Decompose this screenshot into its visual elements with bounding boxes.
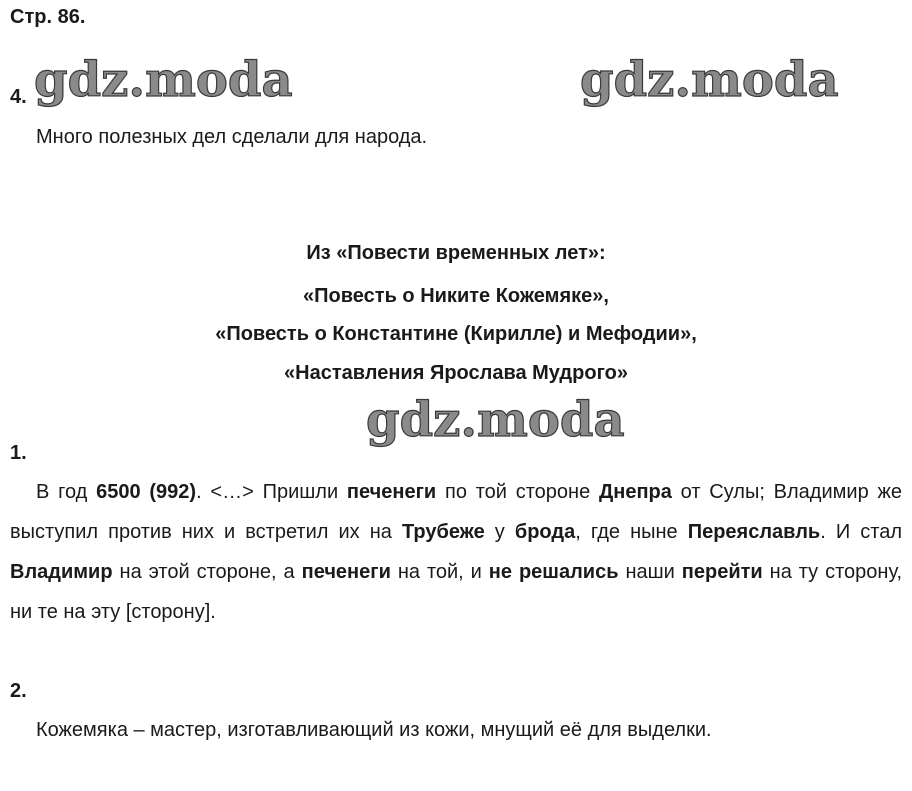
text-segment: . <…> Пришли [196, 481, 347, 503]
task-number: 4. [10, 86, 27, 108]
text-segment: наши [618, 561, 682, 583]
bold-term: не решались [488, 561, 619, 583]
text-segment: у [484, 521, 515, 543]
bold-term: перейти [681, 561, 763, 583]
watermark-logo [576, 52, 846, 112]
bold-term: Днепра [599, 481, 672, 503]
bold-term: брода [514, 521, 576, 543]
bold-term: 6500 (992) [96, 481, 197, 503]
svg-text:gdz.moda: gdz.moda [366, 392, 625, 448]
text-segment: , где ныне [575, 521, 688, 543]
page-label: Стр. 86. [10, 6, 86, 28]
bold-term: печенеги [301, 561, 391, 583]
text-segment: по той стороне [436, 481, 599, 503]
section-subtitle: «Повесть о Константине (Кирилле) и Мефодии», [215, 323, 697, 345]
watermark-logo [362, 392, 632, 452]
svg-text:gdz.moda: gdz.moda [580, 52, 839, 108]
text-segment: на ту сторону, ни те на эту [сторону]. [10, 561, 903, 623]
section-title: Из «Повести временных лет»: [306, 242, 606, 264]
task-answer: Много полезных дел сделали для народа. [36, 126, 428, 148]
task-number: 1. [10, 442, 27, 464]
text-segment: на той, и [390, 561, 489, 583]
task-answer [10, 472, 902, 632]
bold-term: печенеги [346, 481, 437, 503]
bold-term: Переяславль [687, 521, 821, 543]
task-number: 2. [10, 680, 27, 702]
section-subtitle: «Наставления Ярослава Мудрого» [284, 362, 628, 384]
bold-term: Трубеже [401, 521, 485, 543]
watermark-logo [30, 52, 300, 112]
section-subtitle: «Повесть о Никите Кожемяке», [303, 285, 609, 307]
bold-term: Владимир [10, 561, 113, 583]
task-answer: Кожемяка – мастер, изготавливающий из кожи, мнущий её для выделки. [36, 719, 712, 741]
text-segment: от Сулы; Владимир же выступил против них и встретил их на [10, 481, 902, 543]
text-segment: В год [36, 481, 97, 503]
text-segment: на этой стороне, а [112, 561, 302, 583]
svg-text:gdz.moda: gdz.moda [34, 52, 293, 108]
text-segment: . И стал [820, 521, 902, 543]
